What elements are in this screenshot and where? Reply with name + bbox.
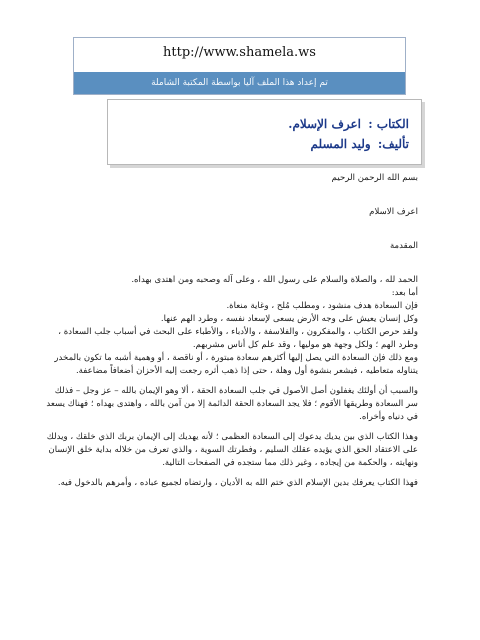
- header-box: [73, 37, 406, 95]
- book-author-line: [108, 136, 409, 152]
- book-author-value: وليد المسلم: [310, 137, 371, 151]
- book-title-line: [108, 116, 409, 132]
- paragraph: ومع ذلك فإن السعادة التي يصل إليها أكثرهم سعادة مبتورة ، أو ناقصة ، أو وهمية أشبه ما تكون بالمخدر يتناوله متعاطيه ، فيشعر بنشوة أول وهلة ، حتى إذا ذهب أثره رجعت إليه الأحزان أضعافاً مضاعفة.: [54, 353, 418, 376]
- book-author-label: تأليف:: [377, 137, 409, 151]
- paragraph: وكل إنسان يعيش على وجه الأرض يسعى لإسعاد نفسه ، وطرد الهم عنها.: [160, 314, 418, 324]
- book-title-value: اعرف الإسلام.: [288, 117, 361, 131]
- paragraph: فإن السعادة هدف منشود ، ومطلب مُلح ، وغاية منعاة.: [226, 301, 418, 311]
- book-title-label: الكتاب :: [368, 117, 409, 131]
- basmala: بسم الله الرحمن الرحيم: [331, 173, 418, 183]
- paragraph: وهذا الكتاب الذي بين يديك يدعوك إلى السعادة العظمى ؛ لأنه يهديك إلى الإيمان بربك الذي خلقك ، ويدلك على الاعتقاد الحق الذي يؤيده عقلك السليم ، وفطرتك السوية ، والذي تعرف من خلاله بداية خلق الإنسان ونهايته ، والحكمة من إيجاده ، وغير ذلك مما ستجده في الصفحات التالية.: [46, 432, 418, 468]
- document-subtitle: اعرف الاسلام: [369, 207, 418, 217]
- book-info-box: [107, 99, 422, 165]
- paragraph: الحمد لله ، والصلاة والسلام على رسول الله ، وعلى آله وصحبه ومن اهتدى بهداه.: [131, 275, 418, 285]
- paragraph: أما بعد:: [391, 288, 418, 298]
- paragraph: ولقد حرص الكتاب ، والمفكرون ، والفلاسفة ، والأدباء ، والأطباء على البحث في أسباب جلب السعادة ، وطرد الهم ؛ ولكل وجهة هو موليها ، وقد علم كل أناس مشربهم.: [58, 327, 418, 350]
- document-body: [44, 172, 418, 490]
- paragraph: فهذا الكتاب يعرفك بدين الإسلام الذي ختم الله به الأديان ، وارتضاه لجميع عباده ، وأمرهم بالدخول فيه.: [57, 478, 418, 488]
- generated-note-bar: تم إعداد هذا الملف آليا بواسطة المكتبة الشاملة: [74, 72, 405, 94]
- site-url[interactable]: http://www.shamela.ws: [163, 45, 316, 60]
- section-heading: المقدمة: [389, 241, 418, 251]
- paragraph: والسبب أن أولئك يغفلون أصل الأصول في جلب السعادة الحقة ، ألا وهو الإيمان بالله – عز وجل – فذلك سر السعادة وطريقها الأقوم ؛ فلا يجد السعادة الحقة الدائمة إلا من آمن بالله ، واهتدى بهداه ؛ فهناك يسعد في دنياه وأخراه.: [46, 386, 418, 422]
